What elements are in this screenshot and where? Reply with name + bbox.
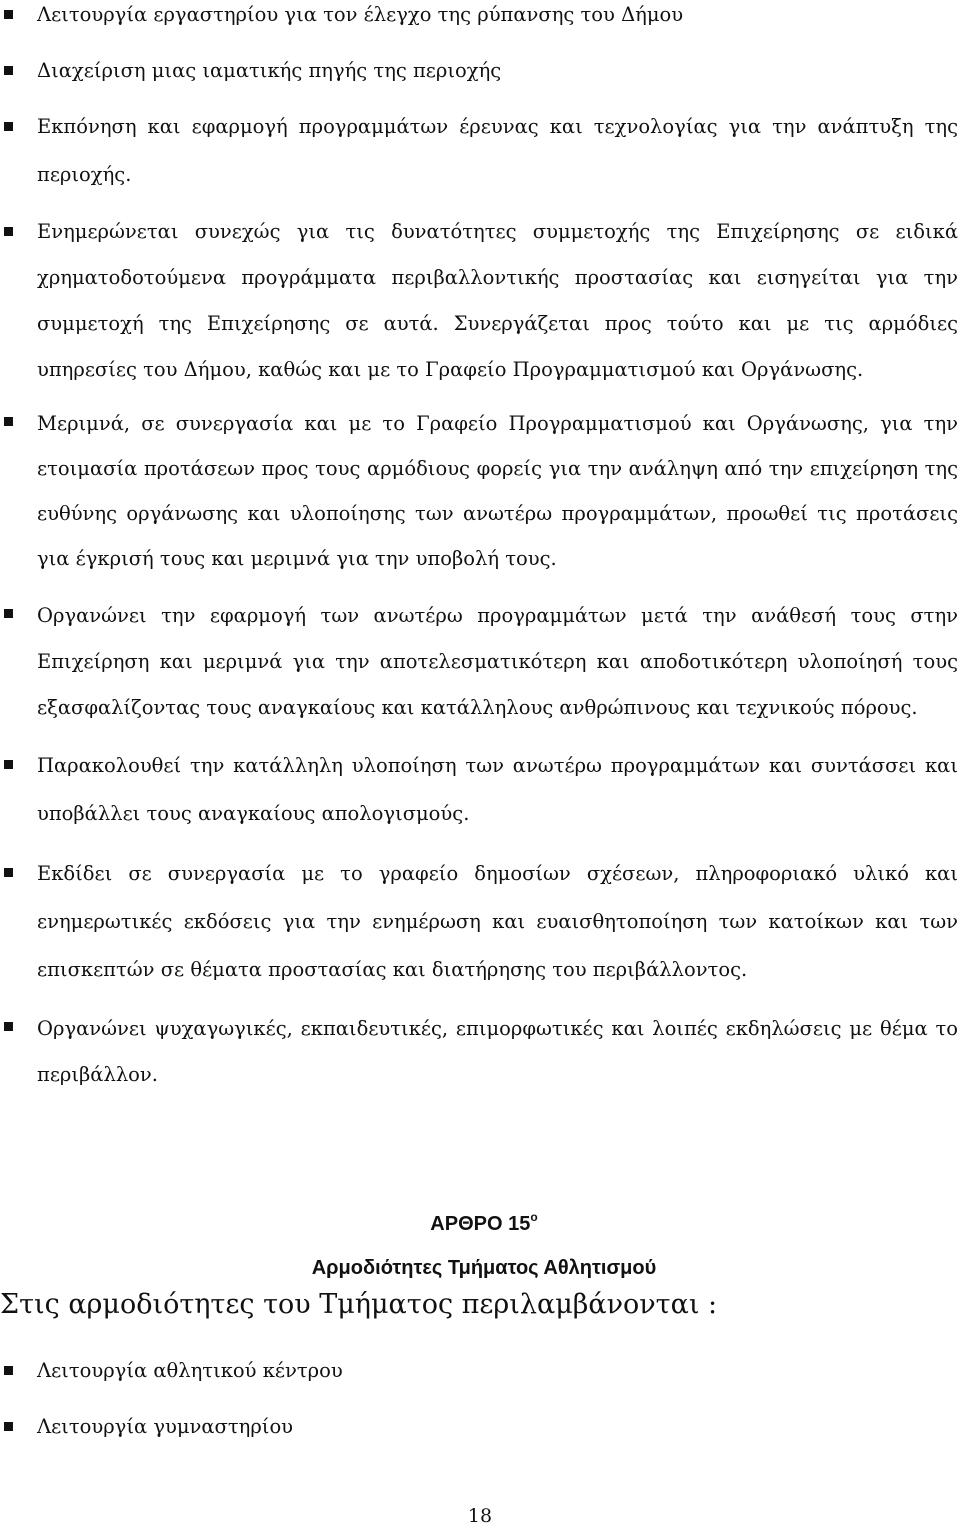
- list-item: [0, 56, 960, 86]
- square-bullet-icon: [4, 609, 13, 618]
- list-item: [0, 1343, 960, 1399]
- square-bullet-icon: [4, 868, 13, 877]
- square-bullet-icon: [4, 122, 13, 131]
- list-item-text: Οργανώνει την εφαρμογή των ανωτέρω προγραμμάτων μετά την ανάθεσή τους στην Επιχείρηση και μεριμνά για την αποτελεσματικότερη και αποδοτικότερη υλοποίησή τους εξασφαλίζοντας τους αναγκαίους και κατάλληλους ανθρώπινους και τεχνικούς πόρους.: [37, 604, 958, 719]
- list-item: [0, 1006, 960, 1098]
- square-bullet-icon: [4, 66, 13, 75]
- list-item-text: Οργανώνει ψυχαγωγικές, εκπαιδευτικές, επιμορφωτικές και λοιπές εκδηλώσεις με θέμα το περιβάλλον.: [37, 1017, 958, 1086]
- square-bullet-icon: [4, 1366, 13, 1375]
- list-item-text: Εκδίδει σε συνεργασία με το γραφείο δημοσίων σχέσεων, πληροφοριακό υλικό και ενημερωτικές εκδόσεις για την ενημέρωση και ευαισθητοποίηση των κατοίκων και των επισκεπτών σε θέματα προστασίας και διατήρησης του περιβάλλοντος.: [37, 862, 958, 981]
- list-item-text: Παρακολουθεί την κατάλληλη υλοποίηση των ανωτέρω προγραμμάτων και συντάσσει και υποβάλλει τους αναγκαίους απολογισμούς.: [37, 754, 958, 825]
- article-subtitle: Αρμοδιότητες Τμήματος Αθλητισμού: [311, 1257, 657, 1279]
- list-item: [0, 0, 960, 30]
- list-item: [0, 593, 960, 731]
- list-item: [0, 1399, 960, 1455]
- list-item-text: Λειτουργία γυμναστηρίου: [37, 1415, 294, 1438]
- intro-sentence: Στις αρμοδιότητες του Τμήματος περιλαμβάνονται :: [0, 1289, 718, 1320]
- article-title-text: ΑΡΘΡΟ 15: [430, 1213, 531, 1235]
- list-item: [0, 850, 960, 994]
- article-heading: [0, 1200, 960, 1285]
- square-bullet-icon: [4, 10, 13, 19]
- square-bullet-icon: [4, 760, 13, 769]
- list-item: [0, 401, 960, 581]
- list-item: [0, 742, 960, 838]
- list-item-text: Ενημερώνεται συνεχώς για τις δυνατότητες συμμετοχής της Επιχείρησης σε ειδικά χρηματοδοτούμενα προγράμματα περιβαλλοντικής προστασίας και εισηγείται για την συμμετοχή της Επιχείρησης σε αυτά. Συνεργάζεται προς τούτο και με τις αρμόδιες υπηρεσίες του Δήμου, καθώς και με το Γραφείο Προγραμματισμού και Οργάνωσης.: [37, 220, 958, 381]
- article-title: [8, 1200, 960, 1241]
- list-item-text: Εκπόνηση και εφαρμογή προγραμμάτων έρευνας και τεχνολογίας για την ανάπτυξη της περιοχής.: [37, 115, 958, 186]
- square-bullet-icon: [4, 1422, 13, 1431]
- square-bullet-icon: [4, 227, 13, 236]
- page-number: 18: [467, 1505, 493, 1527]
- list-item: [0, 103, 960, 199]
- list-item-text: Λειτουργία αθλητικού κέντρου: [37, 1359, 343, 1382]
- square-bullet-icon: [4, 417, 13, 426]
- list-item: [0, 209, 960, 393]
- sports-competences-list: [0, 1343, 960, 1455]
- list-item-text: Διαχείριση μιας ιαματικής πηγής της περιοχής: [37, 59, 502, 82]
- list-item-text: Μεριμνά, σε συνεργασία και με το Γραφείο Προγραμματισμού και Οργάνωσης, για την ετοιμασία προτάσεων προς τους αρμόδιους φορείς για την ανάληψη από την επιχείρηση της ευθύνης οργάνωσης και υλοποίησης των ανωτέρω προγραμμάτων, προωθεί τις προτάσεις για έγκρισή τους και μεριμνά για την υποβολή τους.: [37, 412, 958, 570]
- square-bullet-icon: [4, 1022, 13, 1031]
- article-title-ordinal: ο: [530, 1210, 538, 1224]
- list-item-text: Λειτουργία εργαστηρίου για τον έλεγχο της ρύπανσης του Δήμου: [37, 3, 684, 26]
